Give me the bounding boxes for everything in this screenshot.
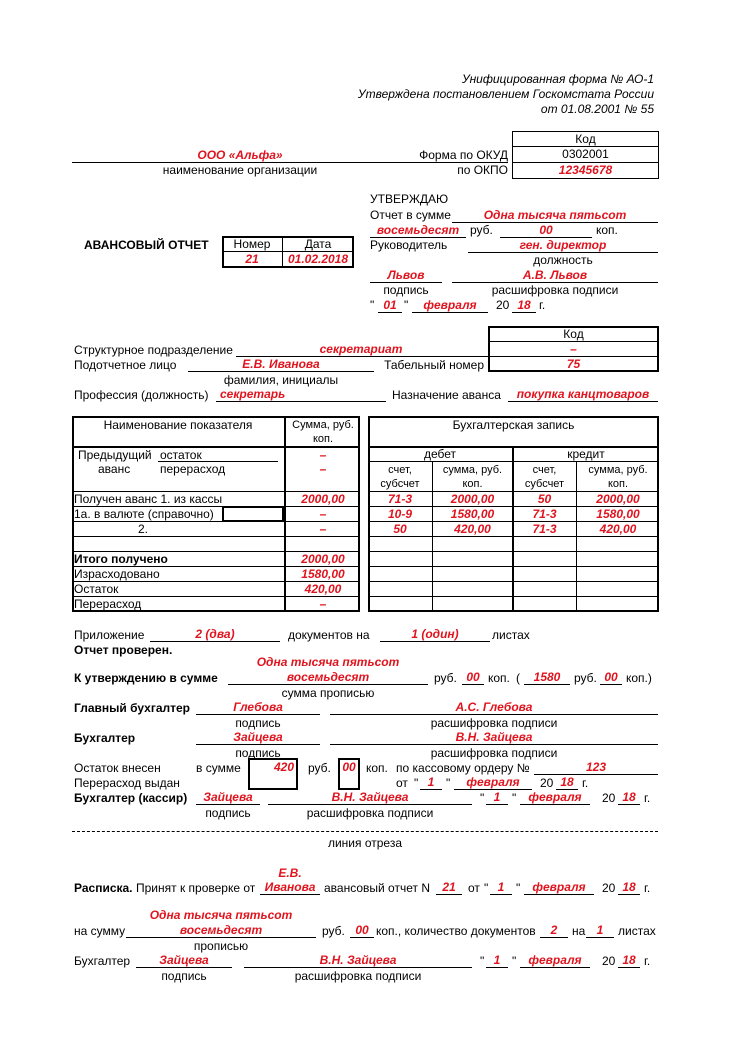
- approval-sum-label: К утверждению в сумме: [74, 671, 218, 685]
- cut-line: [72, 831, 658, 832]
- approve-sum-words-1: Одна тысяча пятьсот: [483, 208, 627, 222]
- head-position: ген. директор: [519, 238, 607, 252]
- form-approval-date: от 01.08.2001 № 55: [540, 102, 654, 116]
- receipt-sign-day: 1: [493, 953, 501, 967]
- person-codes-header: Код: [563, 327, 584, 341]
- table-header-name: Наименование показателя: [103, 418, 253, 432]
- approve-day: 01: [383, 298, 397, 312]
- entry-debit-account: 50: [393, 522, 407, 536]
- docs-on-label: документов на: [288, 628, 370, 642]
- accountant-name: В.Н. Зайцева: [455, 730, 533, 744]
- decode-caption: расшифровка подписи: [491, 283, 619, 297]
- rest-deposited-label: Остаток внесен: [74, 761, 161, 775]
- approve-month: февраля: [423, 298, 477, 312]
- sign-caption: подпись: [161, 969, 207, 983]
- cut-line-label: линия отреза: [327, 836, 403, 850]
- dept-label: Структурное подразделение: [74, 343, 233, 357]
- accountant-label: Бухгалтер: [74, 731, 136, 745]
- entry-debit-sum: 2000,00: [450, 492, 495, 506]
- head-signature: Львов: [387, 268, 425, 282]
- form-title-line: Унифицированная форма № АО-1: [462, 72, 654, 86]
- approval-sum-words-2: восемьдесят: [286, 670, 370, 684]
- fio-caption: фамилия, инициалы: [223, 373, 339, 387]
- receipt-sum-words-2: восемьдесят: [179, 923, 263, 937]
- kop-label: коп.: [488, 671, 510, 685]
- cash-order-day: 1: [427, 775, 435, 789]
- cashier-year: 18: [622, 790, 636, 804]
- report-title: АВАНСОВЫЙ ОТЧЕТ: [84, 238, 209, 252]
- row1a-label: 1а. в валюте (справочно): [74, 507, 214, 521]
- approval-sum-words-1: Одна тысяча пятьсот: [256, 655, 400, 669]
- entry-credit-sum: 2000,00: [596, 492, 640, 506]
- sheets-label: листах: [492, 628, 530, 642]
- entry-debit-account: 71-3: [387, 492, 413, 506]
- receipt-sign-year: 18: [622, 953, 636, 967]
- prev-advance-2: аванс: [98, 462, 131, 476]
- quote: ": [480, 791, 485, 805]
- entry-debit-sum: 420,00: [454, 522, 491, 536]
- approve-title: УТВЕРЖДАЮ: [370, 192, 449, 206]
- sign-caption: подпись: [383, 283, 429, 297]
- position-caption: должность: [533, 253, 593, 267]
- receipt-accountant-name: В.Н. Зайцева: [319, 953, 397, 967]
- decode-caption: расшифровка подписи: [430, 746, 558, 760]
- ot-label: от: [396, 776, 408, 790]
- report-date: 01.02.2018: [287, 252, 349, 266]
- debit-header: дебет: [423, 447, 457, 461]
- credit-sum-header: сумма, руб.: [588, 464, 648, 476]
- ostatok-label: остаток: [160, 448, 202, 462]
- report-number: 21: [245, 252, 259, 266]
- cash-order-number: 123: [585, 760, 607, 774]
- approve-sum-words-2: восемьдесят: [376, 223, 460, 237]
- cash-rub-value: 420: [273, 760, 294, 774]
- sign-caption: подпись: [235, 746, 281, 760]
- date-header: Дата: [304, 237, 332, 251]
- receipt-sum-caption: прописью: [193, 939, 249, 953]
- receipt-accountant-signature: Зайцева: [159, 953, 209, 967]
- okpo-code: 12345678: [558, 163, 613, 177]
- decode-caption: расшифровка подписи: [306, 806, 434, 820]
- debit-sum-header: сумма, руб.: [442, 464, 503, 476]
- year-prefix: 20: [602, 954, 616, 968]
- spent-label: Израсходовано: [74, 567, 160, 581]
- overrun-issued-label: Перерасход выдан: [74, 776, 180, 790]
- credit-sum-header-2: коп.: [607, 478, 629, 490]
- quote: ": [414, 776, 419, 790]
- year-suffix: г.: [582, 776, 589, 790]
- profession-label: Профессия (должность): [74, 388, 209, 402]
- quote: ": [480, 954, 485, 968]
- row1-label: Получен аванс 1. из кассы: [74, 492, 223, 506]
- sign-caption: подпись: [235, 716, 281, 730]
- appendix-label: Приложение: [74, 628, 145, 642]
- chief-accountant-label: Главный бухгалтер: [74, 701, 191, 715]
- receipt-kop: 00: [355, 923, 369, 937]
- rub-label: руб.: [322, 924, 345, 938]
- pererashod-label: перерасход: [160, 462, 226, 476]
- entry-debit-account: 10-9: [387, 507, 413, 521]
- ot-label: от: [468, 881, 480, 895]
- accounting-header: Бухгалтерская запись: [452, 418, 575, 432]
- rub-label: руб.: [434, 671, 457, 685]
- quote: ": [484, 881, 489, 895]
- approval-kop-digits: 00: [604, 670, 618, 684]
- sheets-label: листах: [618, 924, 656, 938]
- decode-caption: расшифровка подписи: [294, 969, 422, 983]
- okpo-label: по ОКПО: [457, 163, 508, 177]
- tab-label: Табельный номер: [384, 358, 484, 372]
- quote: ": [446, 776, 451, 790]
- entry-debit-sum: 1580,00: [450, 507, 495, 521]
- credit-header: кредит: [567, 447, 605, 461]
- debit-account-header: счет,: [388, 464, 412, 476]
- kop-label: коп.): [626, 671, 652, 685]
- debit-sum-header-2: коп.: [462, 478, 483, 490]
- quote: ": [370, 298, 375, 312]
- year-suffix: г.: [644, 954, 651, 968]
- receipt-sum-words-1: Одна тысяча пятьсот: [149, 908, 293, 922]
- row2-sum: –: [319, 522, 327, 536]
- approval-sum-digits: 1580: [533, 670, 561, 684]
- head-full-name: А.В. Львов: [522, 268, 588, 282]
- cashier-name: В.Н. Зайцева: [331, 790, 409, 804]
- receipt-day: 1: [497, 880, 505, 894]
- table-header-sum-kop: коп.: [312, 433, 334, 445]
- form-approval-line: Утверждена постановлением Госкомстата России: [357, 87, 654, 101]
- entry-credit-sum: 1580,00: [596, 507, 640, 521]
- receipt-year: 18: [622, 880, 636, 894]
- year-prefix: 20: [602, 881, 616, 895]
- over-sum: –: [319, 597, 327, 611]
- prev-advance-1: Предыдущий: [78, 448, 152, 462]
- receipt-accountant-label: Бухгалтер: [74, 954, 131, 968]
- sign-caption: подпись: [205, 806, 251, 820]
- na-label: на: [572, 924, 586, 938]
- table-header-sum: Сумма, руб.: [292, 419, 354, 431]
- kop-label: коп.: [366, 761, 388, 775]
- entry-credit-account: 71-3: [532, 522, 557, 536]
- receipt-from-initials: Е.В.: [278, 866, 302, 880]
- decode-caption: расшифровка подписи: [430, 716, 558, 730]
- cash-order-label: по кассовому ордеру №: [396, 761, 530, 775]
- receipt-month: февраля: [532, 880, 586, 894]
- cashier-day: 1: [493, 790, 501, 804]
- sum-words-caption: сумма прописью: [281, 686, 375, 700]
- cashier-label: Бухгалтер (кассир): [74, 791, 188, 805]
- total-label: Итого получено: [74, 552, 168, 566]
- receipt-report-number: 21: [442, 880, 456, 894]
- receipt-accepted-label: Принят к проверке от: [136, 881, 256, 895]
- cash-kop-value: 00: [342, 760, 356, 774]
- dept-value: секретариат: [319, 342, 403, 356]
- rub-label: руб.: [574, 671, 597, 685]
- accountable-name: Е.В. Иванова: [242, 357, 320, 371]
- row1a-sum: –: [319, 507, 327, 521]
- year-suffix: г.: [644, 791, 651, 805]
- receipt-sum-label: на сумму: [74, 924, 126, 938]
- approve-rub-label: руб.: [470, 223, 493, 237]
- prev-ostatok-sum: –: [319, 448, 327, 462]
- okud-code: 0302001: [562, 147, 609, 161]
- quote: ": [516, 881, 521, 895]
- chief-accountant-name: А.С. Глебова: [455, 700, 533, 714]
- chief-accountant-signature: Глебова: [233, 700, 283, 714]
- receipt-sheets-count: 1: [596, 923, 604, 937]
- purpose-label: Назначение аванса: [392, 388, 501, 402]
- receipt-from-surname: Иванова: [264, 880, 316, 894]
- credit-account-header: счет,: [532, 464, 557, 476]
- year-suffix: г.: [644, 881, 651, 895]
- cash-order-month: февраля: [466, 775, 520, 789]
- receipt-docs-count: 2: [550, 923, 558, 937]
- debit-account-header-2: субсчет: [380, 478, 420, 490]
- tab-number: 75: [566, 357, 581, 371]
- accountable-label: Подотчетное лицо: [74, 358, 177, 372]
- credit-account-header-2: субсчет: [524, 478, 565, 490]
- prev-pererashod-sum: –: [319, 462, 327, 476]
- approve-year: 18: [517, 298, 531, 312]
- total-sum: 2000,00: [301, 552, 345, 566]
- paren-open: (: [516, 671, 520, 685]
- number-header: Номер: [233, 237, 271, 251]
- approval-kop: 00: [466, 670, 480, 684]
- over-label: Перерасход: [74, 597, 142, 611]
- codes-header: Код: [575, 132, 596, 146]
- organization-caption: наименование организации: [162, 163, 318, 177]
- entry-credit-account: 50: [537, 492, 552, 506]
- profession-value: секретарь: [220, 387, 286, 401]
- quote: ": [512, 954, 517, 968]
- dept-code: –: [570, 342, 577, 356]
- quote: ": [512, 791, 517, 805]
- receipt-title: Расписка.: [74, 881, 133, 895]
- currency-input-box: [222, 506, 284, 522]
- appendix-docs: 2 (два): [195, 627, 235, 641]
- purpose-value: покупка канцтоваров: [516, 387, 650, 401]
- receipt-report-label: авансовый отчет N: [324, 881, 430, 895]
- approve-kop-value: 00: [539, 223, 553, 237]
- spent-sum: 1580,00: [301, 567, 345, 581]
- row1-sum: 2000,00: [301, 492, 345, 506]
- head-label: Руководитель: [370, 238, 448, 252]
- approve-sum-label: Отчет в сумме: [370, 208, 451, 222]
- year-prefix: 20: [496, 298, 510, 312]
- entry-credit-sum: 420,00: [599, 522, 637, 536]
- accountant-signature: Зайцева: [233, 730, 283, 744]
- sheets-count: 1 (один): [411, 627, 459, 641]
- row2-label: 2.: [138, 522, 149, 536]
- year-prefix: 20: [602, 791, 616, 805]
- cashier-month: февраля: [528, 790, 582, 804]
- rub-label: руб.: [308, 761, 331, 775]
- rest-label: Остаток: [74, 582, 119, 596]
- quote: ": [404, 298, 409, 312]
- approve-kop-label: коп.: [596, 223, 618, 237]
- organization-name: ООО «Альфа»: [197, 148, 283, 162]
- receipt-sign-month: февраля: [528, 953, 582, 967]
- rest-sum: 420,00: [304, 582, 342, 596]
- year-suffix: г.: [539, 298, 546, 312]
- entry-credit-account: 71-3: [532, 507, 557, 521]
- okud-label: Форма по ОКУД: [419, 148, 508, 162]
- year-prefix: 20: [540, 776, 554, 790]
- in-sum-label: в сумме: [196, 761, 241, 775]
- cashier-signature: Зайцева: [203, 790, 253, 804]
- receipt-docs-label: коп., количество документов: [376, 924, 536, 938]
- checked-label: Отчет проверен.: [74, 643, 173, 657]
- cash-order-year: 18: [560, 775, 574, 789]
